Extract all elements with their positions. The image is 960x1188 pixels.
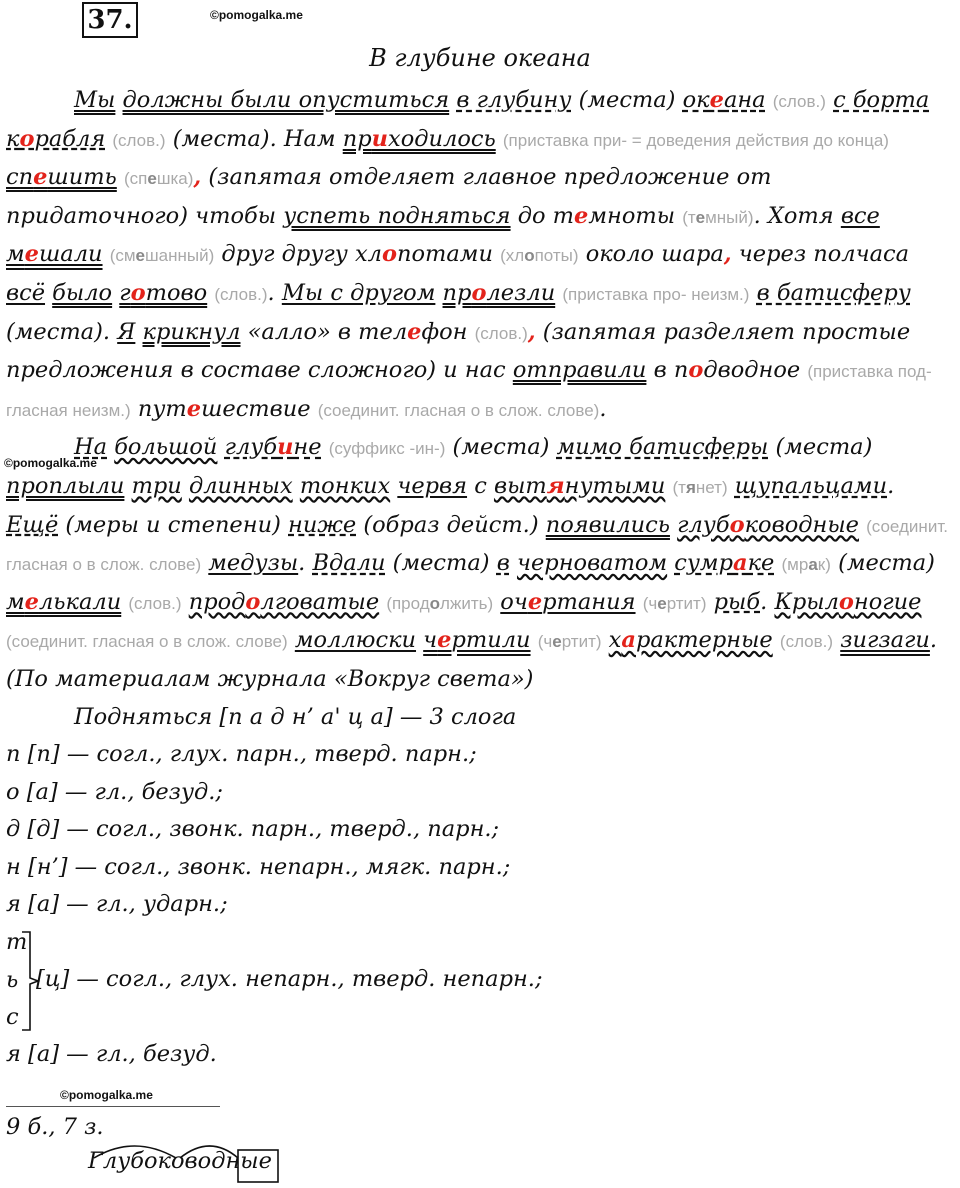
- note: (мрак): [781, 555, 831, 575]
- word: хлопотами: [354, 241, 493, 268]
- paragraph-1: [6, 82, 952, 429]
- note: (приставка при- = доведения действия до конца): [502, 130, 889, 150]
- word: червя: [397, 472, 468, 499]
- word: мешали: [6, 241, 103, 268]
- word: рыб: [713, 588, 761, 615]
- note: (слов.): [214, 284, 268, 304]
- word: около шара: [585, 241, 724, 268]
- word: с борта: [833, 87, 930, 113]
- word: (запятая отделяет главное предложение от придаточного) чтобы: [6, 164, 772, 229]
- note: (хлопоты): [500, 246, 579, 266]
- note: (слов.): [474, 323, 528, 343]
- brace-text: [ц] — согл., глух. непарн., тверд. непарн.;: [36, 966, 543, 993]
- word: (места): [578, 87, 676, 113]
- word: спешить: [6, 164, 117, 191]
- word: отправили: [512, 357, 647, 384]
- word: .: [887, 472, 895, 499]
- word: На: [74, 434, 108, 461]
- text-title: В глубине океана: [369, 44, 591, 72]
- watermark: ©pomogalka.me: [4, 456, 97, 470]
- phonetic-row: я [а] — гл., ударн.;: [6, 891, 228, 918]
- word: большой: [114, 434, 218, 461]
- brace-letter: т: [6, 929, 28, 956]
- word: черноватом: [516, 550, 668, 577]
- word: тонких: [299, 472, 391, 499]
- note: (продолжить): [386, 593, 494, 613]
- word: медузы: [208, 550, 299, 577]
- exercise-number: 37.: [82, 2, 138, 38]
- word: Мы: [74, 87, 116, 113]
- note: (слов.): [772, 92, 826, 111]
- word: корабля: [6, 125, 106, 152]
- note: (суффикс -ин-): [328, 439, 446, 459]
- note: (слов.): [112, 130, 166, 150]
- word: (меры и степени): [65, 511, 281, 538]
- word: глубоководные: [677, 511, 859, 538]
- comma: ,: [723, 241, 732, 268]
- word: успеть подняться: [283, 202, 511, 229]
- note: (спешка): [123, 169, 194, 189]
- word: длинных: [188, 472, 293, 499]
- word: характерные: [608, 627, 773, 654]
- note: (приставка под- гласная неизм.): [6, 362, 932, 420]
- word: Мы с другом: [281, 279, 436, 306]
- note: (слов.): [779, 632, 834, 652]
- note: (соединит. гласная о в слож. слове): [6, 516, 948, 575]
- watermark: ©pomogalka.me: [210, 8, 303, 22]
- word: (места): [775, 434, 873, 461]
- word: Ещё: [6, 511, 59, 538]
- word: темноты: [552, 202, 676, 229]
- word: в глубину: [456, 87, 572, 113]
- note: (смешанный): [109, 246, 215, 266]
- word: глубине: [224, 434, 322, 461]
- phonetic-row: д [д] — согл., звонк. парн., тверд., парн.;: [6, 816, 500, 843]
- word: появились: [545, 511, 670, 538]
- word: (места).: [6, 318, 111, 345]
- note: (тянет): [672, 477, 728, 497]
- word: было: [52, 279, 113, 306]
- word: очертания: [500, 588, 636, 615]
- phonetic-brace-group: [6, 924, 952, 1036]
- word: .: [599, 395, 607, 422]
- word: Вдали: [312, 550, 386, 577]
- word: проплыли: [6, 472, 125, 499]
- divider: [6, 1106, 220, 1107]
- note: (соединит. гласная о в слож. слове): [317, 400, 600, 420]
- word: должны были опуститься: [122, 87, 450, 113]
- note: (приставка про- неизм.): [562, 284, 750, 304]
- morpheme-word: Глубоководные: [88, 1148, 272, 1174]
- word: (места): [838, 550, 935, 577]
- word: щупальцами: [734, 472, 888, 499]
- word: приходилось: [342, 125, 496, 152]
- word: в: [653, 357, 667, 384]
- phonetic-row: н [н’] — согл., звонк. непарн., мягк. парн.;: [6, 853, 511, 880]
- word: готово: [119, 279, 208, 306]
- note: (соединит. гласная о в слож. слове): [6, 632, 288, 652]
- word: . Хотя: [753, 202, 834, 229]
- note: (слов.): [128, 593, 182, 613]
- word: (места). Нам: [172, 125, 336, 152]
- word: (места): [392, 550, 490, 577]
- word: моллюски: [294, 627, 417, 654]
- brace-letter: ь: [6, 966, 19, 993]
- word: через полчаса: [738, 241, 910, 268]
- word: все: [840, 202, 880, 229]
- comma: ,: [527, 318, 536, 345]
- word: «алло» в телефон: [247, 318, 468, 345]
- word: путешествие: [137, 395, 311, 422]
- word: вытянутыми: [493, 472, 666, 499]
- word: до: [517, 202, 546, 229]
- word: три: [131, 472, 182, 499]
- word: чертили: [423, 627, 531, 654]
- phonetic-row: я [а] — гл., безуд.: [6, 1041, 217, 1068]
- phonetic-heading: Подняться [п а д н’ а' ц а] — 3 слога: [74, 703, 517, 730]
- letter-sound-count: 9 б., 7 з.: [6, 1114, 104, 1140]
- word: всё: [6, 279, 46, 306]
- word: зигзаги: [840, 627, 930, 654]
- watermark: ©pomogalka.me: [60, 1088, 153, 1102]
- brace-letter: с: [6, 1004, 19, 1031]
- word: Я: [117, 318, 136, 345]
- word: сумраке: [674, 550, 775, 577]
- word: друг другу: [221, 241, 348, 268]
- phonetic-row: п [п] — согл., глух. парн., тверд. парн.;: [6, 741, 477, 768]
- word: . (По материалам журнала «Вокруг света»): [6, 627, 938, 692]
- word: в батисферу: [756, 279, 911, 306]
- word: в: [496, 550, 510, 577]
- word: .: [760, 588, 768, 615]
- paragraph-2: [6, 429, 952, 698]
- word: (места): [452, 434, 550, 461]
- word: подводное: [673, 357, 801, 384]
- note: (чертит): [642, 593, 707, 613]
- exercise-text: [6, 82, 952, 1074]
- word: мимо батисферы: [556, 434, 769, 461]
- word: океана: [682, 87, 766, 113]
- phonetic-row: о [а] — гл., безуд.;: [6, 778, 223, 805]
- word: (образ дейст.): [363, 511, 539, 538]
- word: Крылоногие: [774, 588, 922, 615]
- word: (запятая разделяет простые предложения в составе сложного) и нас: [6, 318, 911, 384]
- word: крикнул: [142, 318, 241, 345]
- word: .: [298, 550, 306, 577]
- word: пролезли: [442, 279, 556, 306]
- word: с: [474, 472, 487, 499]
- comma: ,: [193, 164, 202, 191]
- word: .: [267, 279, 275, 306]
- note: (чертит): [537, 632, 602, 652]
- word: мелькали: [6, 588, 122, 615]
- word: продолговатые: [188, 588, 380, 615]
- word: ниже: [288, 511, 357, 538]
- note: (темный): [682, 207, 754, 227]
